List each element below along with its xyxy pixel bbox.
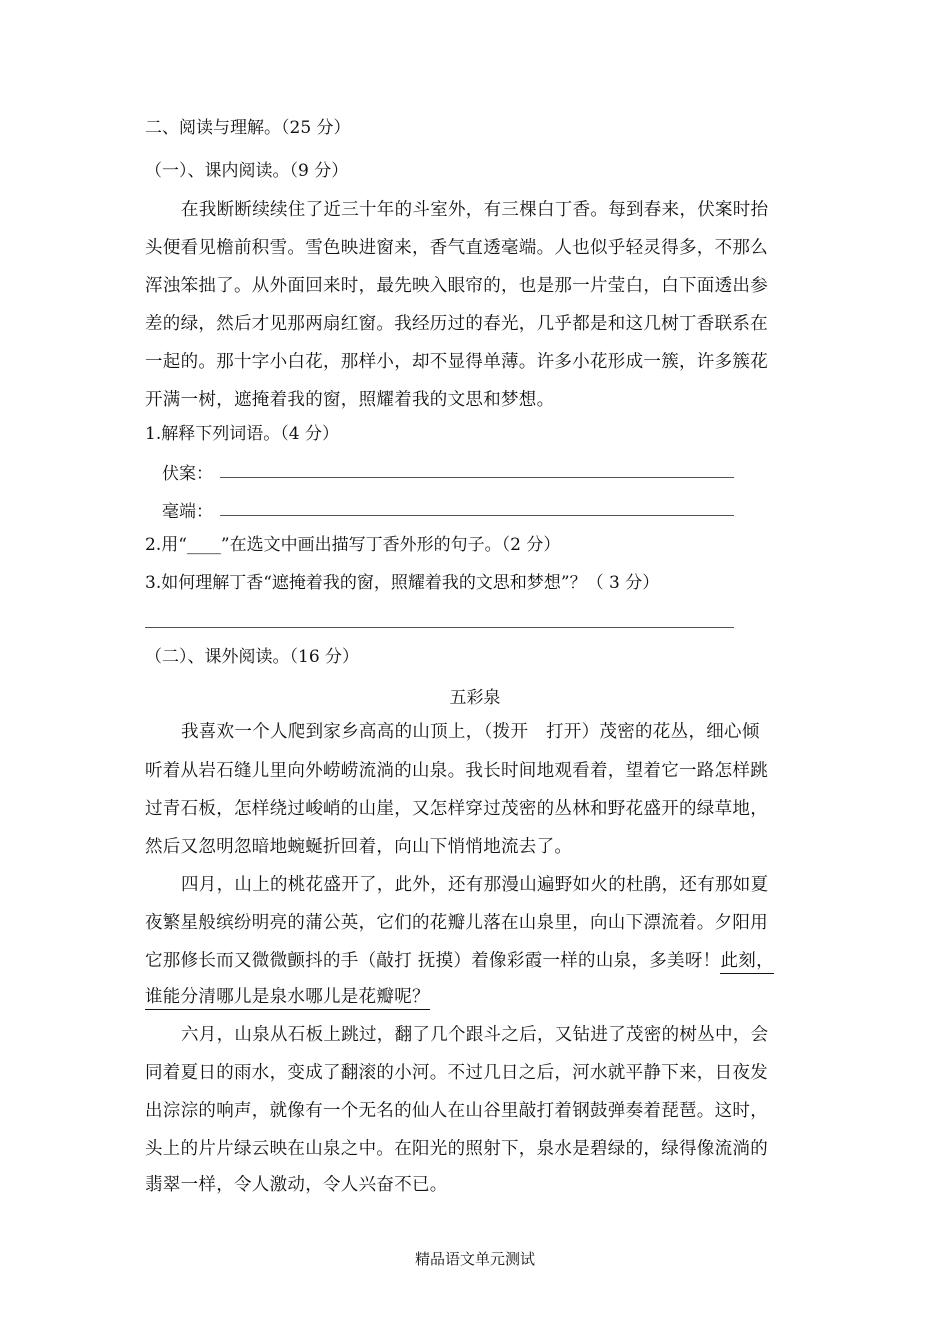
underlined-sentence: 此刻， — [720, 951, 773, 974]
section-heading: 二、阅读与理解。（25 分） — [145, 118, 351, 138]
passage-line — [145, 947, 774, 972]
question-1: 1.解释下列词语。（4 分） — [145, 424, 339, 444]
passage-line — [145, 983, 430, 1008]
answer-line[interactable] — [220, 477, 734, 478]
passage-line: 六月，山泉从石板上跳过，翻了几个跟斗之后，又钻进了茂密的树丛中，会 — [181, 1025, 769, 1045]
passage-line: 过青石板，怎样绕过峻峭的山崖，又怎样穿过茂密的丛林和野花盛开的绿草地， — [145, 799, 768, 819]
passage-title: 五彩泉 — [449, 688, 501, 708]
passage-line: 开满一树，遮掩着我的窗，照耀着我的文思和梦想。 — [145, 390, 555, 410]
passage-line: 一起的。那十字小白花，那样小，却不显得单薄。许多小花形成一簇，许多簇花 — [145, 352, 768, 372]
passage-line: 夜繁星般缤纷明亮的蒲公英，它们的花瓣儿落在山泉里，向山下漂流着。夕阳用 — [145, 913, 768, 933]
underlined-sentence: 谁能分清哪儿是泉水哪儿是花瓣呢？ — [145, 987, 430, 1010]
passage-text: 它那修长而又微微颤抖的手（敲打 抚摸）着像彩霞一样的山泉，多美呀！ — [145, 951, 721, 971]
passage-line: 出淙淙的响声，就像有一个无名的仙人在山谷里敲打着钢鼓弹奏着琵琶。这时， — [145, 1101, 768, 1121]
part1-heading: （一）、课内阅读。（9 分） — [145, 161, 349, 181]
passage-line: 四月，山上的桃花盛开了，此外，还有那漫山遍野如火的杜鹃，还有那如夏 — [181, 875, 769, 895]
passage-line: 头上的片片绿云映在山泉之中。在阳光的照射下，泉水是碧绿的，绿得像流淌的 — [145, 1139, 768, 1159]
term-label-fuan: 伏案： — [162, 464, 213, 484]
answer-line[interactable] — [220, 515, 734, 516]
passage-line: 听着从岩石缝儿里向外崂崂流淌的山泉。我长时间地观看着，望着它一路怎样跳 — [145, 761, 768, 781]
passage-line: 浑浊笨拙了。从外面回来时，最先映入眼帘的，也是那一片莹白，白下面透出参 — [145, 276, 768, 296]
passage-line: 差的绿，然后才见那两扇红窗。我经历过的春光，几乎都是和这几树丁香联系在 — [145, 314, 768, 334]
passage-line: 翡翠一样，令人激动，令人兴奋不已。 — [145, 1175, 448, 1195]
passage-line: 头便看见檐前积雪。雪色映进窗来，香气直透毫端。人也似乎轻灵得多，不那么 — [145, 238, 768, 258]
passage-line: 我喜欢一个人爬到家乡高高的山顶上，（拨开 打开）茂密的花丛，细心倾 — [181, 722, 760, 742]
answer-line[interactable] — [145, 627, 734, 628]
page-footer: 精品语文单元测试 — [414, 1250, 535, 1268]
question-3: 3.如何理解丁香“遮掩着我的窗，照耀着我的文思和梦想”？（ 3 分） — [145, 573, 660, 593]
part2-heading: （二）、课外阅读。（16 分） — [145, 647, 360, 667]
passage-line: 然后又忽明忽暗地蜿蜒折回着，向山下悄悄地流去了。 — [145, 837, 573, 857]
question-2: 2.用“____”在选文中画出描写丁香外形的句子。（2 分） — [145, 535, 561, 555]
term-label-haoduan: 毫端： — [162, 502, 213, 522]
passage-line: 在我断断续续住了近三十年的斗室外，有三棵白丁香。每到春来，伏案时抬 — [181, 200, 769, 220]
passage-line: 同着夏日的雨水，变成了翻滚的小河。不过几日之后，河水就平静下来，日夜发 — [145, 1063, 768, 1083]
